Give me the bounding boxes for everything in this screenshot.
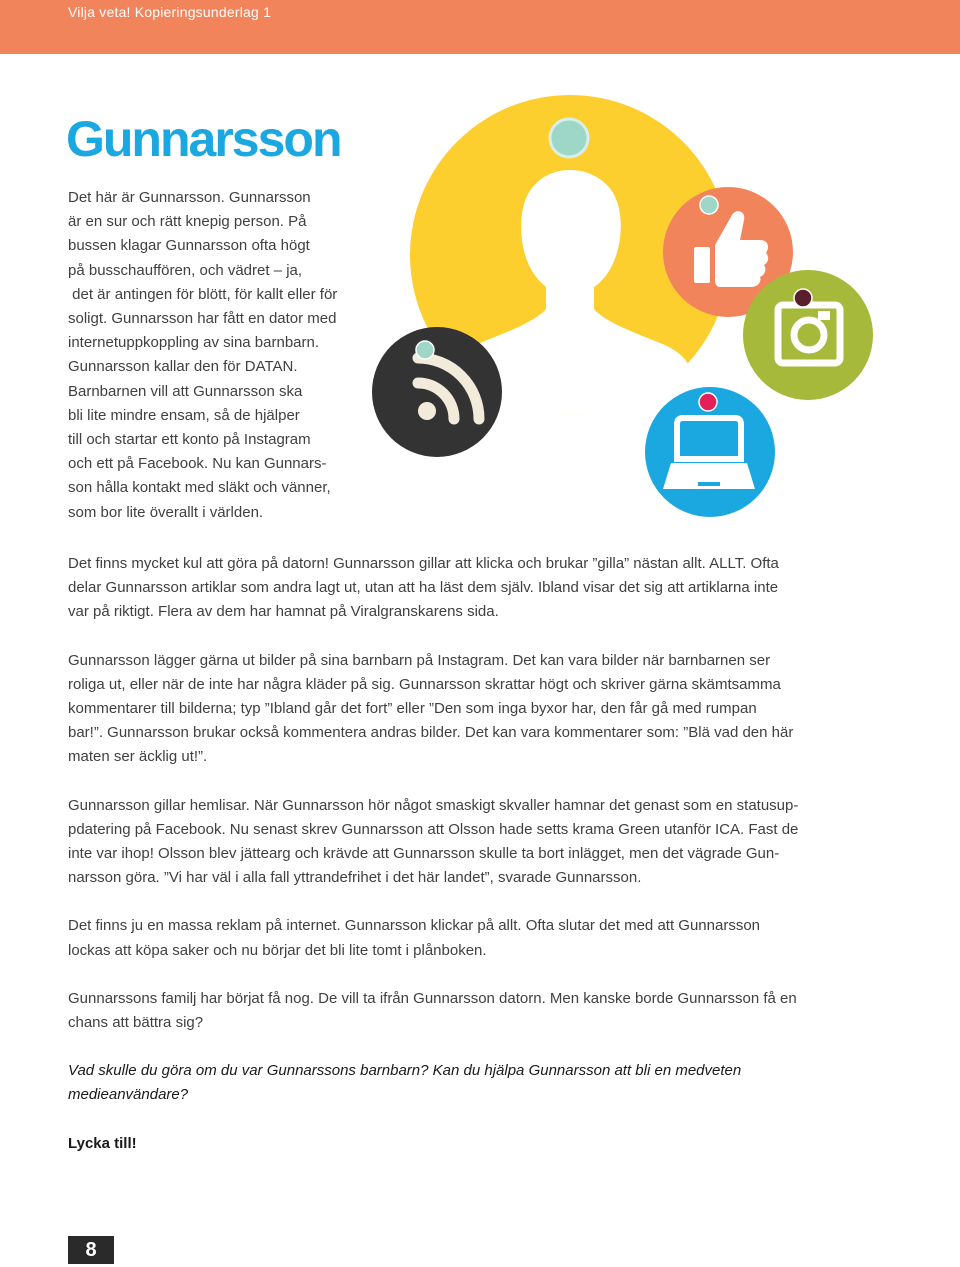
intro-line: och ett på Facebook. Nu kan Gunnars- [68, 455, 327, 473]
rss-circle [372, 327, 502, 457]
paragraph-line: delar Gunnarsson artiklar som andra lagt ut, utan att ha läst dem själv. Ibland visar det sig att artiklarna inte [68, 579, 779, 597]
paragraph [68, 649, 868, 770]
instagram-circle [743, 270, 873, 400]
intro-line: på busschauffören, och vädret – ja, [68, 261, 303, 279]
header-bar [0, 0, 960, 54]
question-line: medieanvändare? [68, 1086, 189, 1104]
paragraph-line: Gunnarssons familj har börjat få nog. De vill ta ifrån Gunnarsson datorn. Men kanske borde Gunnarsson få en [68, 989, 797, 1007]
paragraph-line: Det finns mycket kul att göra på datorn! Gunnarsson gillar att klicka och brukar ”gilla” nästan allt. ALLT. Ofta [68, 555, 779, 572]
paragraph-line: inte var ihop! Olsson blev jättearg och krävde att Gunnarsson skulle ta bort inlägget, men det vägrade Gun- [68, 845, 780, 863]
paragraph [68, 914, 868, 962]
intro-line: är en sur och rätt knepig person. På [68, 213, 307, 231]
page-title: Gunnarsson [66, 111, 341, 167]
question-paragraph [68, 1059, 868, 1107]
intro-line: det är antingen för blött, för kallt eller för [68, 285, 338, 303]
intro-line: son hålla kontakt med släkt och vänner, [68, 479, 331, 497]
question-line: Vad skulle du göra om du var Gunnarssons barnbarn? Kan du hjälpa Gunnarsson att bli en medveten [68, 1062, 742, 1080]
intro-line: som bor lite överallt i världen. [68, 503, 264, 521]
intro-line: bussen klagar Gunnarsson ofta högt [68, 237, 310, 255]
intro-line: soligt. Gunnarsson har fått en dator med [68, 310, 337, 328]
closing-text: Lycka till! [68, 1134, 137, 1152]
paragraph-line: bar!”. Gunnarsson brukar också kommentera andras bilder. Det kan vara kommentarer som: ”Blä vad den här [68, 724, 794, 742]
intro-line: internetuppkoppling av sina barnbarn. [68, 334, 320, 352]
paragraph-line: pdatering på Facebook. Nu senast skrev Gunnarsson att Olsson hade setts krama Green utanför ICA. Fast de [68, 820, 799, 838]
computer-circle [645, 387, 775, 517]
header-text: Vilja veta! Kopieringsunderlag 1 [68, 4, 272, 20]
paragraph [68, 794, 868, 891]
paragraph-line: var på riktigt. Flera av dem har hamnat på Viralgranskarens sida. [68, 603, 499, 621]
paragraph-line: kommentarer till bilderna; typ ”Ibland går det fort” eller ”Den som inga byxor har, den får gå med rumpan [68, 700, 757, 718]
paragraph-line: Det finns ju en massa reklam på internet. Gunnarsson klickar på allt. Ofta slutar det med att Gunnarsson [68, 917, 760, 935]
intro-line: bli lite mindre ensam, så de hjälper [68, 406, 300, 424]
intro-line: Det här är Gunnarsson. Gunnarsson [68, 189, 311, 206]
page-number: 8 [68, 1236, 114, 1264]
social-media-illustration [360, 95, 900, 525]
paragraph [68, 552, 868, 625]
paragraph-line: Gunnarsson lägger gärna ut bilder på sina barnbarn på Instagram. Det kan vara bilder när barnbarnen ser [68, 651, 771, 669]
body-text [68, 552, 868, 1180]
paragraph-line: lockas att köpa saker och nu börjar det bli lite tomt i plånboken. [68, 941, 487, 959]
intro-line: till och startar ett konto på Instagram [68, 431, 311, 449]
intro-text [68, 186, 373, 525]
intro-line: Barnbarnen vill att Gunnarsson ska [68, 382, 303, 400]
paragraph-line: Gunnarsson gillar hemlisar. När Gunnarsson hör något smaskigt skvaller hamnar det genast som en statusup- [68, 796, 799, 814]
paragraph [68, 987, 868, 1035]
paragraph-line: narsson göra. ”Vi har väl i alla fall yttrandefrihet i det här landet”, svarade Gunnarsson. [68, 869, 642, 887]
paragraph-line: maten ser äcklig ut!”. [68, 748, 208, 766]
paragraph-line: chans att bättra sig? [68, 1014, 204, 1032]
paragraph-line: roliga ut, eller när de inte har några kläder på sig. Gunnarsson skrattar högt och skriver gärna skämtsamma [68, 675, 781, 693]
intro-line: Gunnarsson kallar den för DATAN. [68, 358, 298, 376]
